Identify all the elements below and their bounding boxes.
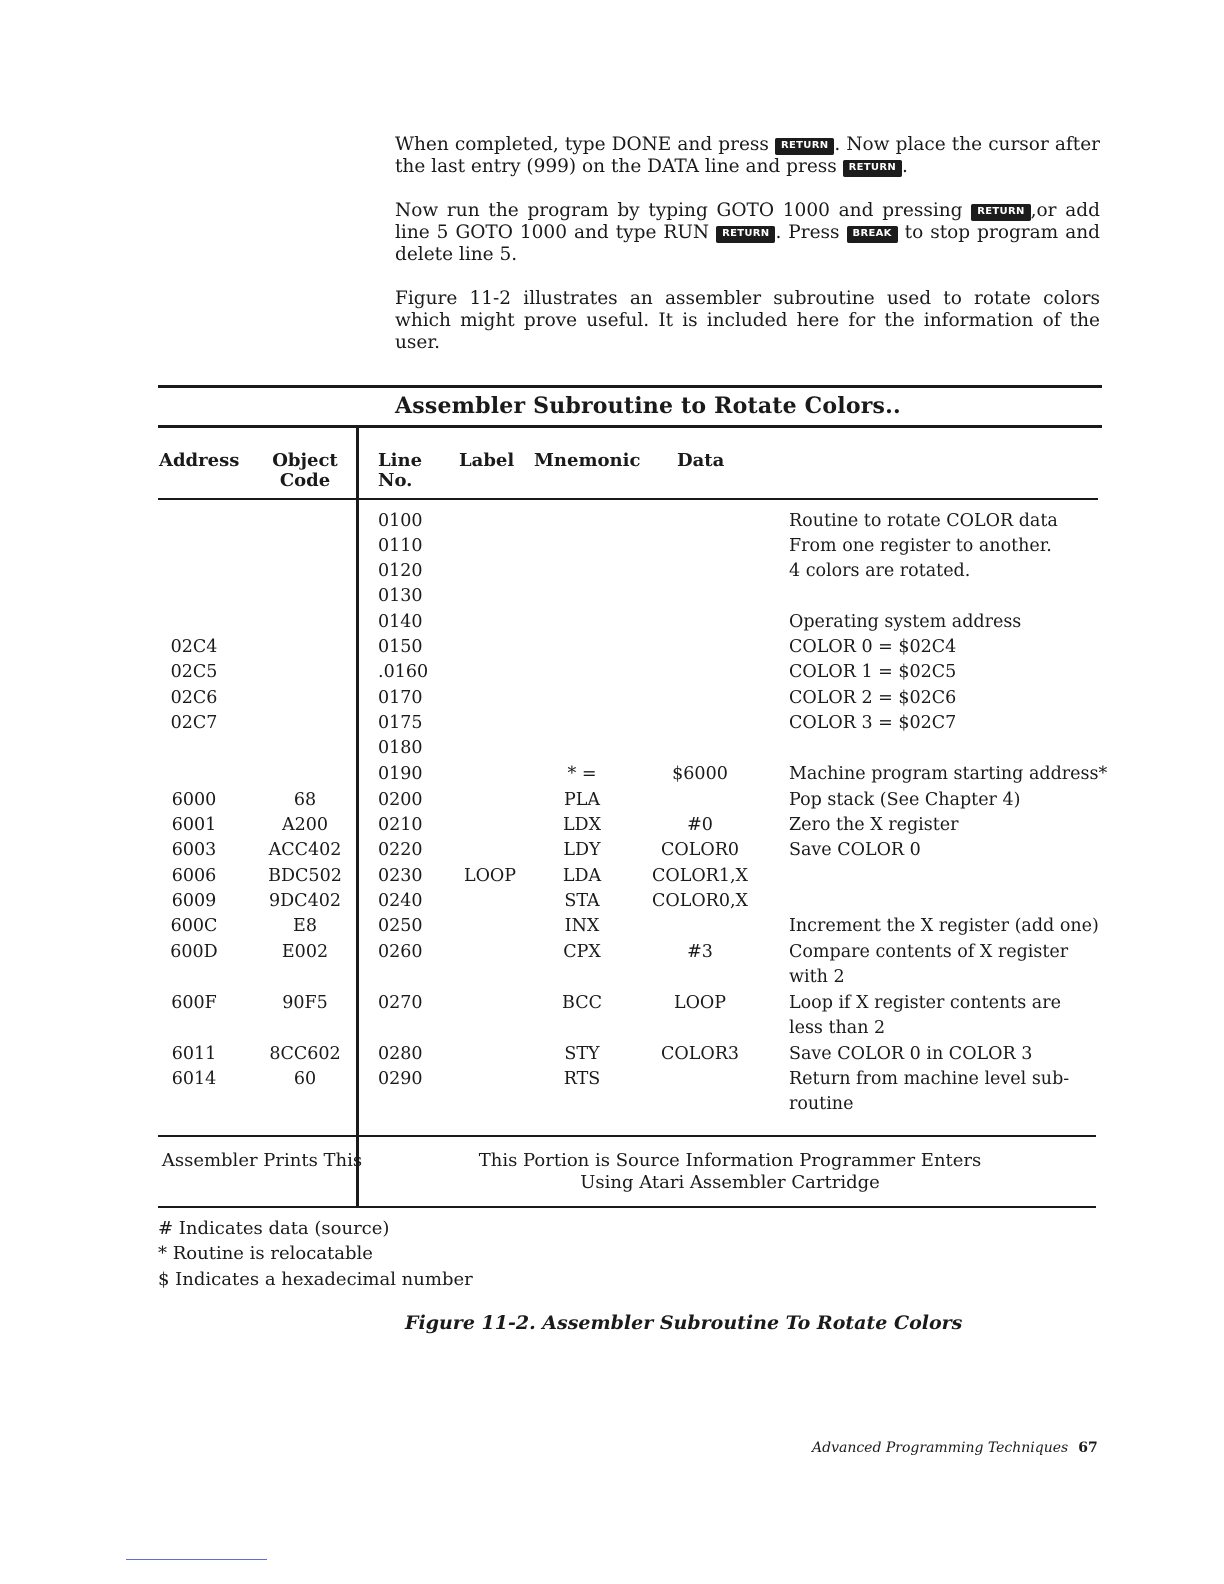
cell-line-no: 0100 <box>378 511 423 531</box>
cell-data: COLOR3 <box>660 1044 740 1064</box>
cell-line-no: 0170 <box>378 688 423 708</box>
cell-mnemonic: STY <box>564 1044 600 1064</box>
cell-comment: From one register to another. <box>789 536 1052 556</box>
cell-address: 02C7 <box>170 713 218 733</box>
cell-line-no: 0290 <box>378 1069 423 1089</box>
table-top-rule <box>158 385 1102 388</box>
note-hash: # Indicates data (source) <box>158 1218 390 1239</box>
cell-comment: Pop stack (See Chapter 4) <box>789 790 1021 810</box>
cell-object-code: E8 <box>293 916 317 936</box>
cell-comment: COLOR 0 = $02C4 <box>789 637 957 657</box>
cell-mnemonic: RTS <box>563 1069 601 1089</box>
intro-paragraph-3: Figure 11-2 illustrates an assembler subroutine used to rotate colors which might prove useful. It is included here for the information of the user. <box>395 288 1100 353</box>
header-object-code: Object Code <box>272 450 338 491</box>
footer-right: This Portion is Source Information Programmer Enters Using Atari Assembler Cartridge <box>478 1150 982 1193</box>
note-star: * Routine is relocatable <box>158 1243 373 1264</box>
header-bottom-rule <box>158 498 1098 500</box>
cell-data: #3 <box>687 942 713 962</box>
cell-comment: COLOR 2 = $02C6 <box>789 688 957 708</box>
header-address: Address <box>159 450 240 471</box>
cell-comment: 4 colors are rotated. <box>789 561 971 581</box>
header-mnemonic: Mnemonic <box>534 450 641 471</box>
cell-data: #0 <box>687 815 713 835</box>
cell-line-no: 0250 <box>378 916 423 936</box>
return-key-icon: RETURN <box>843 160 902 177</box>
cell-object-code: 68 <box>293 790 317 810</box>
cell-mnemonic: * = <box>567 764 597 784</box>
cell-data: COLOR0 <box>660 840 740 860</box>
cell-line-no: 0120 <box>378 561 423 581</box>
table-title: Assembler Subroutine to Rotate Colors.. <box>395 393 901 419</box>
cell-line-no: 0130 <box>378 586 423 606</box>
cell-address: 6001 <box>171 815 217 835</box>
return-key-icon: RETURN <box>716 226 775 243</box>
cell-comment: Machine program starting address* <box>789 764 1108 784</box>
cell-line-no: 0230 <box>378 866 423 886</box>
cell-address: 6000 <box>171 790 217 810</box>
cell-line-no: 0180 <box>378 738 423 758</box>
cell-data: $6000 <box>672 764 728 784</box>
cell-comment: Loop if X register contents are <box>789 993 1061 1013</box>
cell-address: 600F <box>171 993 217 1013</box>
cell-line-no: .0160 <box>378 662 429 682</box>
cell-line-no: 0240 <box>378 891 423 911</box>
cell-mnemonic: LDA <box>562 866 602 886</box>
cell-line-no: 0220 <box>378 840 423 860</box>
footer-title: Advanced Programming Techniques <box>812 1440 1069 1456</box>
cell-label: LOOP <box>463 866 517 886</box>
cell-line-no: 0260 <box>378 942 423 962</box>
cell-comment: Save COLOR 0 <box>789 840 921 860</box>
cell-mnemonic: LDY <box>563 840 601 860</box>
cell-line-no: 0110 <box>378 536 423 556</box>
break-key-icon: BREAK <box>847 226 898 243</box>
cell-address: 6009 <box>171 891 217 911</box>
cell-address: 02C6 <box>170 688 218 708</box>
table-bottom-rule <box>158 1206 1096 1208</box>
cell-address: 6014 <box>171 1069 217 1089</box>
title-bottom-rule <box>158 425 1102 428</box>
cell-comment: Routine to rotate COLOR data <box>789 511 1058 531</box>
return-key-icon: RETURN <box>775 138 834 155</box>
cell-comment: Operating system address <box>789 612 1022 632</box>
cell-address: 02C5 <box>170 662 218 682</box>
header-label: Label <box>459 450 515 471</box>
cell-mnemonic: CPX <box>563 942 601 962</box>
intro-paragraph-2: Now run the program by typing GOTO 1000 and pressing RETURN ,or add line 5 GOTO 1000 and type RUN RETURN . Press BREAK to stop program and delete line 5. <box>395 200 1100 265</box>
cell-object-code: ACC402 <box>268 840 342 860</box>
cell-comment: Zero the X register <box>789 815 959 835</box>
cell-mnemonic: PLA <box>563 790 601 810</box>
cell-comment: Save COLOR 0 in COLOR 3 <box>789 1044 1033 1064</box>
cell-object-code: 60 <box>293 1069 317 1089</box>
bottom-link-line <box>126 1559 267 1560</box>
footer-left: Assembler Prints This <box>161 1150 363 1171</box>
cell-line-no: 0270 <box>378 993 423 1013</box>
cell-comment: routine <box>789 1094 854 1114</box>
note-dollar: $ Indicates a hexadecimal number <box>158 1269 473 1290</box>
header-data: Data <box>677 450 725 471</box>
cell-comment: COLOR 1 = $02C5 <box>789 662 957 682</box>
cell-object-code: 8CC602 <box>269 1044 341 1064</box>
cell-object-code: 9DC402 <box>269 891 341 911</box>
cell-comment: with 2 <box>789 967 845 987</box>
page-footer <box>812 1440 1098 1456</box>
cell-mnemonic: LDX <box>562 815 602 835</box>
cell-line-no: 0140 <box>378 612 423 632</box>
cell-comment: Increment the X register (add one) <box>789 916 1099 936</box>
intro-paragraph-1: When completed, type DONE and press RETURN . Now place the cursor after the last entry (999) on the DATA line and press RETURN . <box>395 134 1100 177</box>
cell-data: COLOR0,X <box>651 891 749 911</box>
column-divider <box>356 426 359 1208</box>
cell-object-code: 90F5 <box>282 993 328 1013</box>
cell-line-no: 0200 <box>378 790 423 810</box>
cell-address: 6011 <box>171 1044 217 1064</box>
cell-object-code: BDC502 <box>268 866 342 886</box>
cell-address: 6006 <box>171 866 217 886</box>
figure-caption: Figure 11-2. Assembler Subroutine To Rotate Colors <box>405 1312 963 1334</box>
page-number: 67 <box>1078 1440 1098 1456</box>
cell-comment: less than 2 <box>789 1018 886 1038</box>
cell-object-code: E002 <box>281 942 329 962</box>
cell-line-no: 0210 <box>378 815 423 835</box>
body-bottom-rule <box>158 1135 1096 1137</box>
cell-comment: Compare contents of X register <box>789 942 1069 962</box>
cell-address: 600D <box>170 942 218 962</box>
cell-line-no: 0280 <box>378 1044 423 1064</box>
cell-address: 02C4 <box>170 637 218 657</box>
cell-address: 6003 <box>171 840 217 860</box>
cell-line-no: 0150 <box>378 637 423 657</box>
cell-mnemonic: INX <box>564 916 600 936</box>
cell-comment: Return from machine level sub- <box>789 1069 1070 1089</box>
header-line-no: Line No. <box>378 450 423 491</box>
cell-data: LOOP <box>673 993 727 1013</box>
cell-address: 600C <box>170 916 218 936</box>
cell-comment: COLOR 3 = $02C7 <box>789 713 957 733</box>
cell-mnemonic: STA <box>564 891 600 911</box>
return-key-icon: RETURN <box>971 204 1030 221</box>
cell-line-no: 0190 <box>378 764 423 784</box>
cell-data: COLOR1,X <box>651 866 749 886</box>
cell-object-code: A200 <box>281 815 329 835</box>
cell-line-no: 0175 <box>378 713 423 733</box>
cell-mnemonic: BCC <box>562 993 602 1013</box>
